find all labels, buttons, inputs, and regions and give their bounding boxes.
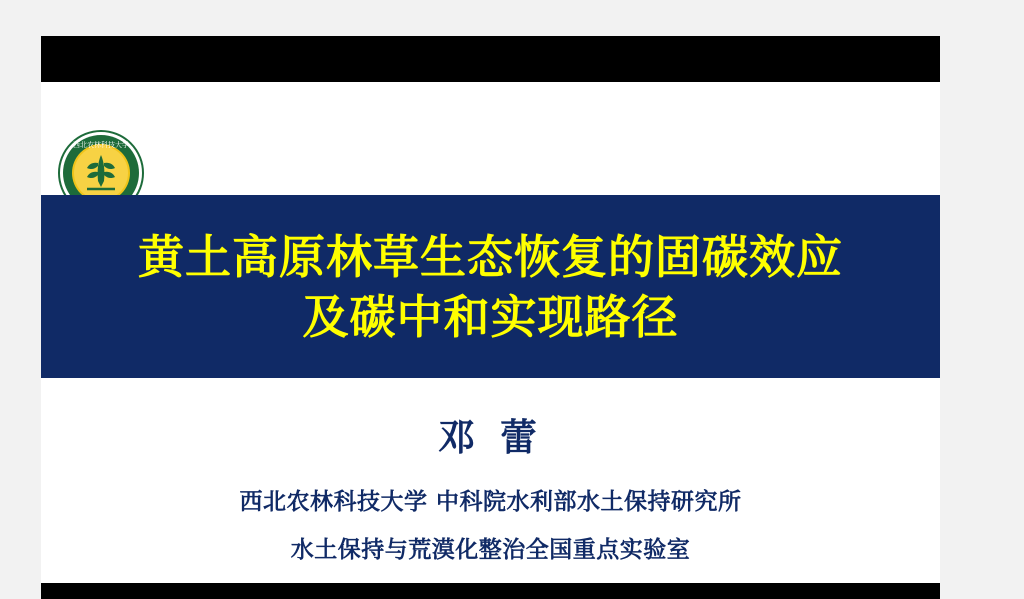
slide-title-line-2: 及碳中和实现路径 <box>302 289 679 344</box>
bottom-black-band <box>41 583 940 599</box>
title-band <box>41 195 940 378</box>
top-black-band <box>41 36 940 82</box>
slide-title-line-1: 黄土高原林草生态恢复的固碳效应 <box>138 229 843 284</box>
affiliation-primary: 西北农林科技大学 中科院水利部水土保持研究所 <box>239 489 742 515</box>
affiliation-laboratory: 水土保持与荒漠化整治全国重点实验室 <box>290 537 691 563</box>
author-name: 邓 蕾 <box>438 416 543 459</box>
presentation-slide <box>41 36 940 599</box>
svg-text:西北农林科技大学: 西北农林科技大学 <box>73 141 129 149</box>
slide-body <box>41 378 940 583</box>
